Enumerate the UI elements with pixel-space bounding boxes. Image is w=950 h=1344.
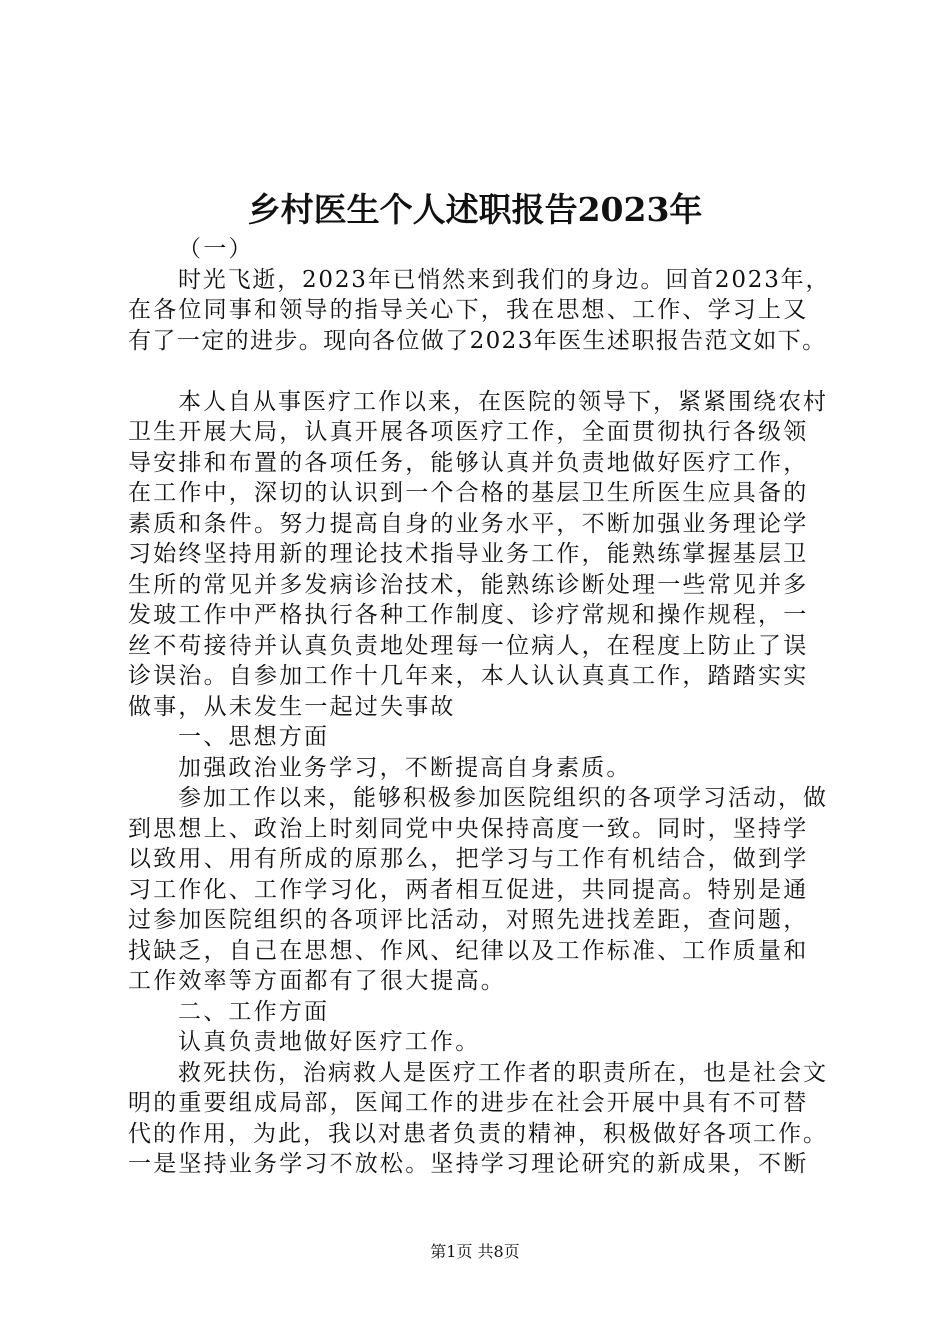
- document-body: [128, 234, 830, 1180]
- text-line: 明的重要组成局部，医闻工作的进步在社会开展中具有不可替: [128, 1090, 809, 1116]
- text-line: 素质和条件。努力提高自身的业务水平，不断加强业务理论学: [128, 510, 809, 537]
- text-line: 过参加医院组织的各项评比活动，对照先进找差距，查问题，: [128, 907, 809, 933]
- text-line: 在工作中，深切的认识到一个合格的基层卫生所医生应具备的: [128, 480, 809, 506]
- text-line: 丝不苟接待并认真负责地处理每一位病人，在程度上防止了误: [128, 632, 809, 659]
- text-line: 做事，从未发生一起过失事故: [128, 693, 456, 720]
- text-line: 认真负责地做好医疗工作。: [178, 1029, 481, 1055]
- text-line: 加强政治业务学习，不断提高自身素质。: [178, 754, 632, 781]
- blank-line: [128, 356, 830, 387]
- text-line: 有了一定的进步。现向各位做了2023年医生述职报告范文如下。: [128, 327, 827, 354]
- text-line: 到思想上、政治上时刻同党中央保持高度一致。同时，坚持学: [128, 815, 809, 842]
- page-footer: 第1页 共8页: [430, 1242, 520, 1261]
- text-line: 生所的常见并多发病诊治技术，能熟练诊断处理一些常见并多: [128, 571, 809, 598]
- text-line: 救死扶伤，治病救人是医疗工作者的职责所在，也是社会文: [178, 1059, 828, 1086]
- text-line: 时光飞逝，2023年已悄然来到我们的身边。回首2023年，: [178, 266, 831, 293]
- text-line: 导安排和布置的各项任务，能够认真并负责地做好医疗工作，: [128, 449, 809, 476]
- text-line: 诊误治。自参加工作十几年来，本人认认真真工作，踏踏实实: [128, 663, 809, 689]
- text-line: 一、思想方面: [178, 724, 330, 750]
- text-line: 找缺乏，自己在思想、作风、纪律以及工作标准、工作质量和: [128, 937, 809, 964]
- text-line: 本人自从事医疗工作以来，在医院的领导下，紧紧围绕农村: [178, 388, 828, 415]
- text-line: 一是坚持业务学习不放松。坚持学习理论研究的新成果，不断: [128, 1151, 809, 1177]
- text-line: 代的作用，为此，我以对患者负责的精神，积极做好各项工作。: [128, 1120, 828, 1147]
- text-line: 以致用、用有所成的原那么，把学习与工作有机结合，做到学: [128, 846, 809, 872]
- text-line: 参加工作以来，能够积极参加医院组织的各项学习活动，做: [178, 785, 828, 811]
- text-line: 习工作化、工作学习化，两者相互促进，共同提高。特别是通: [128, 876, 809, 903]
- text-line: 工作效率等方面都有了很大提高。: [128, 968, 506, 994]
- document-title: 乡村医生个人述职报告2023年: [247, 190, 703, 229]
- text-line: 习始终坚持用新的理论技术指导业务工作，能熟练掌握基层卫: [128, 541, 809, 567]
- text-line: 发玻工作中严格执行各种工作制度、诊疗常规和操作规程，一: [128, 602, 809, 628]
- text-line: 二、工作方面: [178, 998, 330, 1025]
- text-line: （一）: [178, 236, 254, 262]
- text-line: 在各位同事和领导的指导关心下，我在思想、工作、学习上又: [128, 297, 809, 323]
- text-line: 卫生开展大局，认真开展各项医疗工作，全面贯彻执行各级领: [128, 419, 809, 445]
